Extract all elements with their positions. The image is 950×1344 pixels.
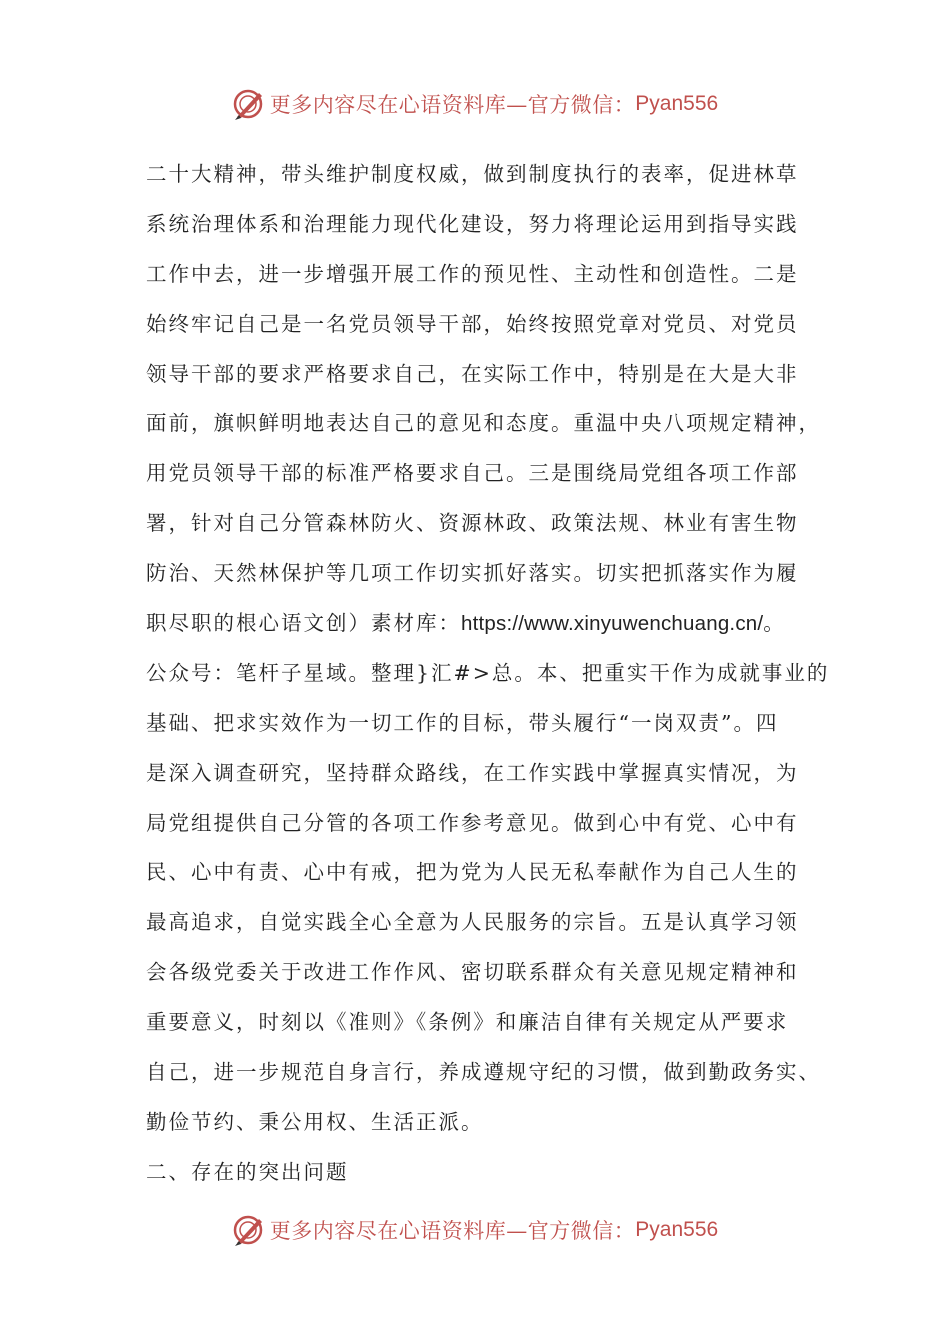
banner-text: 更多内容尽在心语资料库—官方微信： (269, 93, 636, 117)
text-line: 重要意义，时刻以《准则》《条例》和廉洁自律有关规定从严要求 (146, 1010, 789, 1035)
text-line: 公众号：笔杆子星域。整理}汇#>总。本、把重实干作为成就事业的 (146, 660, 830, 685)
text-line: 防治、天然林保护等几项工作切实抓好落实。切实把抓落实作为履 (146, 561, 799, 586)
text-line: 工作中去，进一步增强开展工作的预见性、主动性和创造性。二是 (146, 261, 799, 286)
text-line: 始终牢记自己是一名党员领导干部，始终按照党章对党员、对党员 (146, 311, 799, 336)
url-suffix: 。 (763, 611, 786, 636)
text-line: 勤俭节约、秉公用权、生活正派。 (146, 1109, 484, 1134)
text-line: 基础、把求实效作为一切工作的目标，带头履行“一岗双责”。四 (146, 710, 779, 735)
text-line: 局党组提供自己分管的各项工作参考意见。做到心中有党、心中有 (146, 810, 799, 835)
text-line: 署，针对自己分管森林防火、资源林政、政策法规、林业有害生物 (146, 511, 799, 536)
source-url-link[interactable]: https://www.xinyuwenchuang.cn/ (461, 612, 764, 636)
section-heading: 二、存在的突出问题 (146, 1159, 349, 1184)
text-line-with-url (146, 599, 836, 649)
pen-logo-icon (232, 87, 266, 121)
banner-wechat-id: Pyan556 (635, 1218, 719, 1241)
document-body (146, 150, 836, 1198)
text-line: 会各级党委关于改进工作作风、密切联系群众有关意见规定精神和 (146, 960, 799, 985)
url-prefix: 职尽职的根心语文创）素材库： (146, 611, 461, 636)
header-banner (0, 82, 950, 126)
banner-text: 更多内容尽在心语资料库—官方微信： (269, 1219, 636, 1243)
text-line: 面前，旗帜鲜明地表达自己的意见和态度。重温中央八项规定精神， (146, 411, 821, 436)
text-line: 领导干部的要求严格要求自己，在实际工作中，特别是在大是大非 (146, 361, 799, 386)
banner-wechat-id: Pyan556 (635, 92, 719, 115)
text-line: 自己，进一步规范自身言行，养成遵规守纪的习惯，做到勤政务实、 (146, 1060, 821, 1085)
text-line: 是深入调查研究，坚持群众路线，在工作实践中掌握真实情况，为 (146, 760, 799, 785)
text-line: 二十大精神，带头维护制度权威，做到制度执行的表率，促进林草 (146, 162, 799, 186)
footer-banner (0, 1208, 950, 1252)
text-line: 最高追求，自觉实践全心全意为人民服务的宗旨。五是认真学习领 (146, 910, 799, 935)
text-line: 民、心中有责、心中有戒，把为党为人民无私奉献作为自己人生的 (146, 860, 799, 885)
text-line: 用党员领导干部的标准严格要求自己。三是围绕局党组各项工作部 (146, 461, 799, 486)
pen-logo-icon (232, 1213, 266, 1247)
text-line: 系统治理体系和治理能力现代化建设，努力将理论运用到指导实践 (146, 211, 799, 236)
